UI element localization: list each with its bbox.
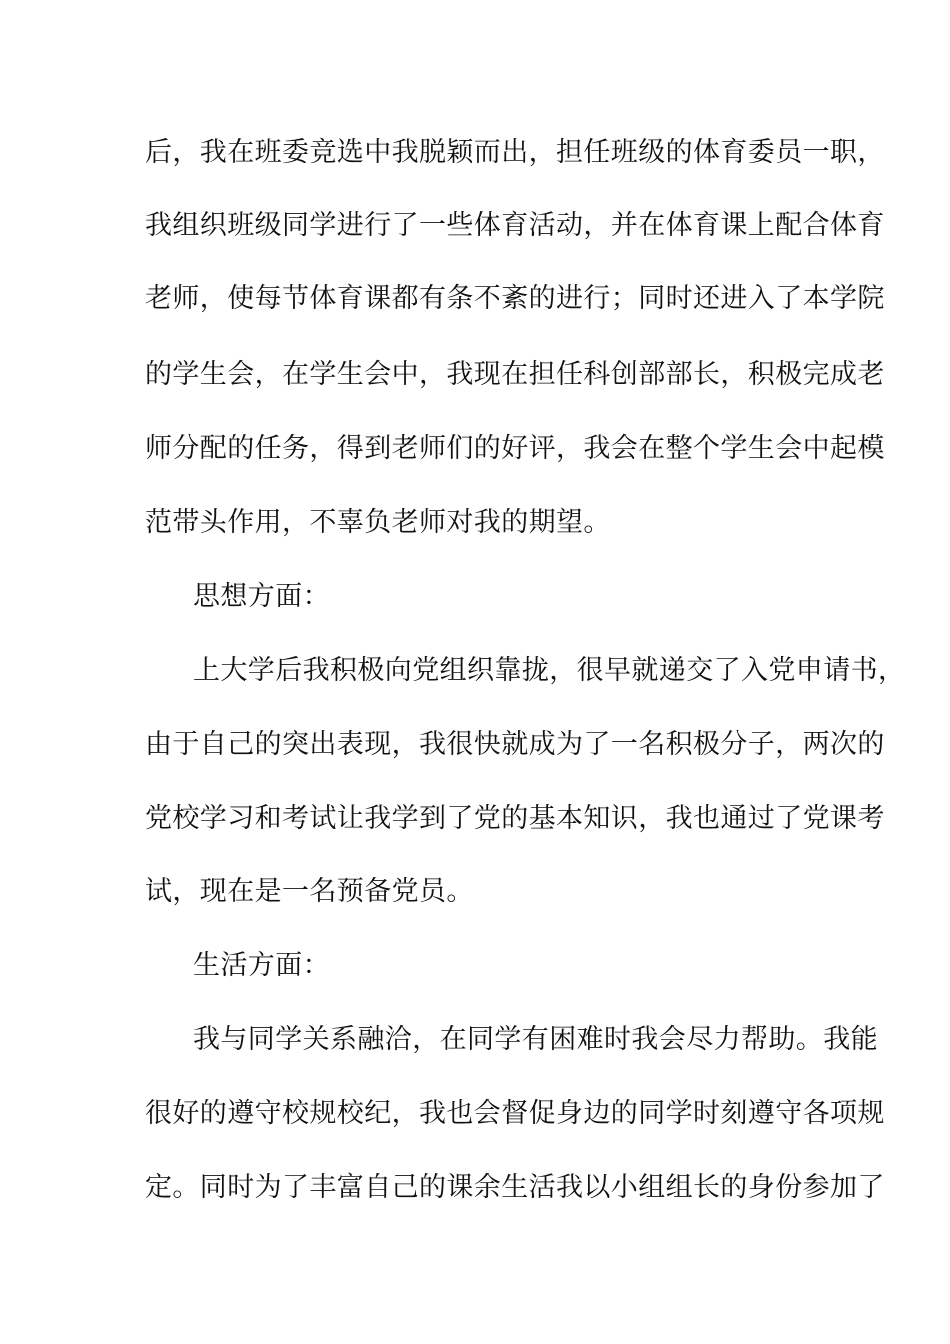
- paragraph-line: 定。同时为了丰富自己的课余生活我以小组组长的身份参加了: [145, 1172, 885, 1203]
- paragraph-line: 师分配的任务，得到老师们的好评，我会在整个学生会中起模: [145, 433, 885, 464]
- paragraph-line: 后，我在班委竞选中我脱颖而出，担任班级的体育委员一职，: [145, 137, 885, 168]
- paragraph-line: 由于自己的突出表现，我很快就成为了一名积极分子，两次的: [145, 729, 885, 760]
- section-heading-life: 生活方面：: [193, 950, 330, 981]
- paragraph-line: 很好的遵守校规校纪，我也会督促身边的同学时刻遵守各项规: [145, 1098, 885, 1129]
- paragraph-line: 范带头作用，不辜负老师对我的期望。: [145, 507, 611, 538]
- paragraph-line: 党校学习和考试让我学到了党的基本知识，我也通过了党课考: [145, 803, 885, 834]
- paragraph-line: 我组织班级同学进行了一些体育活动，并在体育课上配合体育: [145, 210, 885, 241]
- paragraph-line: 试，现在是一名预备党员。: [145, 876, 474, 907]
- paragraph-line: 的学生会，在学生会中，我现在担任科创部部长，积极完成老: [145, 359, 885, 390]
- section-heading-thought: 思想方面：: [193, 581, 330, 612]
- paragraph-line: 我与同学关系融洽，在同学有困难时我会尽力帮助。我能: [193, 1024, 878, 1055]
- paragraph-line: 上大学后我积极向党组织靠拢，很早就递交了入党申请书，: [193, 655, 906, 686]
- paragraph-line: 老师，使每节体育课都有条不紊的进行；同时还进入了本学院: [145, 283, 885, 314]
